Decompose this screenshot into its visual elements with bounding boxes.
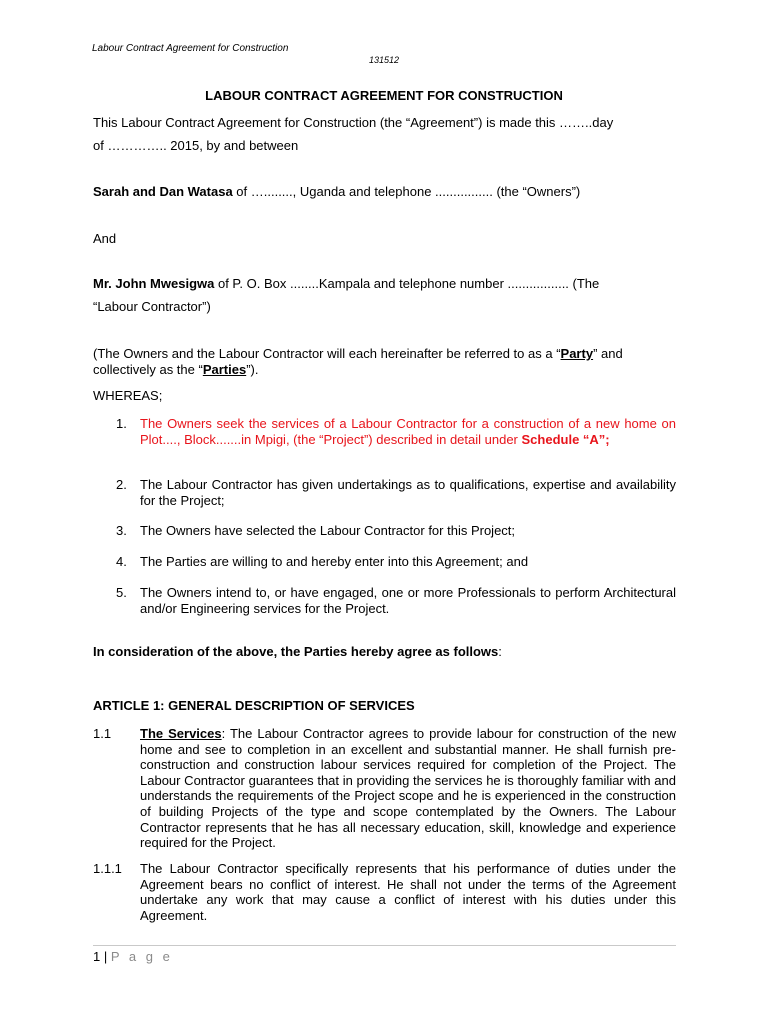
consideration-colon: : bbox=[498, 644, 502, 659]
recital-text: The Owners have selected the Labour Contractor for this Project; bbox=[140, 523, 516, 538]
parties-text-3: ”). bbox=[246, 362, 259, 377]
and-paragraph: And bbox=[93, 231, 117, 246]
page-number: 1 bbox=[93, 949, 101, 964]
recital-number: 4. bbox=[116, 554, 127, 569]
clause-number: 1.1.1 bbox=[93, 861, 122, 876]
recital-body: The Owners seek the services of a Labour Contractor for a construction of a new home on Plot...., Block.......in Mpigi, (the “Project”) described in detail under bbox=[140, 416, 676, 447]
whereas-heading: WHEREAS; bbox=[93, 388, 163, 403]
parties-term: Parties bbox=[202, 362, 247, 377]
page-footer bbox=[93, 949, 173, 964]
contractor-name: Mr. John Mwesigwa bbox=[93, 276, 215, 291]
parties-text-1: (The Owners and the Labour Contractor will each hereinafter be referred to as a “ bbox=[93, 346, 561, 361]
consideration-paragraph bbox=[93, 640, 683, 663]
schedule-reference: Schedule “A”; bbox=[521, 432, 610, 447]
intro-paragraph bbox=[93, 111, 683, 157]
clause-text bbox=[140, 726, 676, 851]
parties-text-2: ” and collectively as the “ bbox=[93, 346, 623, 377]
article-1-heading: ARTICLE 1: GENERAL DESCRIPTION OF SERVICES bbox=[93, 698, 415, 713]
owners-name: Sarah and Dan Watasa bbox=[93, 184, 233, 199]
footer-separator: | bbox=[103, 949, 108, 964]
services-label: The Services bbox=[140, 726, 222, 741]
document-title: LABOUR CONTRACT AGREEMENT FOR CONSTRUCTION bbox=[205, 88, 563, 103]
contractor-paragraph bbox=[93, 272, 683, 318]
intro-line-1: This Labour Contract Agreement for Construction (the “Agreement”) is made this ……..day bbox=[93, 115, 614, 130]
clause-text: The Labour Contractor specifically represents that his performance of duties under the Agreement bears no conflict of interest. He shall not under the terms of the Agreement undertake any work that may cause a conflict of interest with his duties under this Agreement. bbox=[140, 861, 676, 923]
consideration-text: In consideration of the above, the Parties hereby agree as follows bbox=[93, 644, 499, 659]
contractor-details: of P. O. Box ........Kampala and telephone number ................. (The bbox=[214, 276, 600, 291]
footer-divider bbox=[93, 945, 676, 946]
recital-text bbox=[140, 416, 676, 448]
owners-paragraph bbox=[93, 180, 683, 203]
running-header: Labour Contract Agreement for Construction bbox=[92, 43, 289, 54]
clause-number: 1.1 bbox=[93, 726, 112, 741]
recital-text: The Parties are willing to and hereby enter into this Agreement; and bbox=[140, 554, 529, 569]
contractor-label: “Labour Contractor”) bbox=[93, 299, 211, 314]
recital-number: 3. bbox=[116, 523, 127, 538]
recital-text: The Labour Contractor has given undertakings as to qualifications, expertise and availability for the Project; bbox=[140, 477, 676, 508]
recital-text: The Owners intend to, or have engaged, one or more Professionals to perform Architectural and/or Engineering services for the Project. bbox=[140, 585, 676, 616]
party-term: Party bbox=[560, 346, 594, 361]
page-label: P a g e bbox=[110, 949, 173, 964]
recital-number: 2. bbox=[116, 477, 127, 492]
document-number: 131512 bbox=[369, 55, 400, 65]
recital-number: 1. bbox=[116, 416, 127, 431]
parties-paragraph bbox=[93, 346, 683, 378]
intro-line-2: of ………….. 2015, by and between bbox=[93, 138, 299, 153]
recital-number: 5. bbox=[116, 585, 127, 600]
owners-details: of …........, Uganda and telephone ................ (the “Owners”) bbox=[232, 184, 581, 199]
services-body: : The Labour Contractor agrees to provide labour for construction of the new home and see to completion in an excellent and substantial manner. He shall furnish pre-construction and construction labour services required for completion of the Project. The Labour Contractor guarantees that in providing the services he is thoroughly familiar with and understands the requirements of the Project scope and he is experienced in the construction of building Projects of the type and scope contemplated by the Owners. The Labour Contractor represents that he has all necessary education, skill, knowledge and experience required for the Project. bbox=[140, 726, 676, 851]
